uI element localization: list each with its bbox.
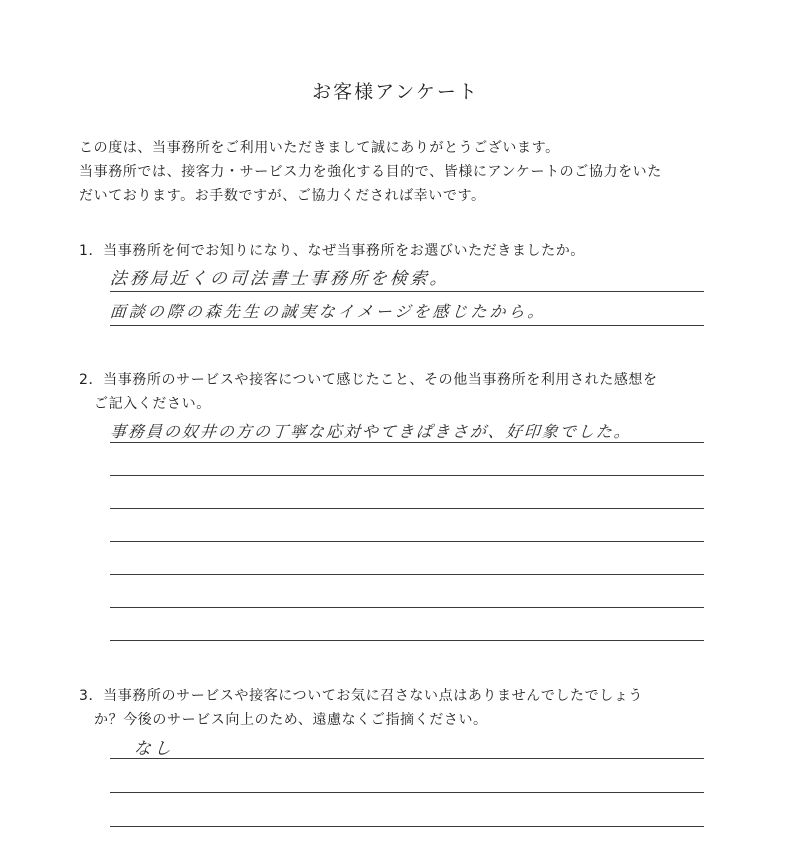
question-1-answer-line-1: 法務局近くの司法書士事務所を検索。 (109, 269, 451, 289)
question-1-text: 1．当事務所を何でお知りになり、なぜ当事務所をお選びいただきましたか。 (79, 243, 585, 259)
question-3-answer-line-1: なし (133, 739, 175, 759)
answer-rule (110, 442, 704, 443)
intro-line: だいております。お手数ですが、ご協力くだされば幸いです。 (79, 188, 486, 204)
answer-rule (110, 291, 704, 292)
question-3-text: 3．当事務所のサービスや接客についてお気に召さない点はありませんでしたでしょう (79, 688, 644, 704)
intro-line: この度は、当事務所をご利用いただきまして誠にありがとうございます。 (79, 140, 560, 156)
answer-rule (110, 541, 704, 542)
answer-rule (110, 475, 704, 476)
answer-rule (110, 758, 704, 759)
answer-rule (110, 607, 704, 608)
intro-line: 当事務所では、接客力・サービス力を強化する目的で、皆様にアンケートのご協力をいた (79, 164, 662, 180)
question-3-text-cont: か？今後のサービス向上のため、遠慮なくご指摘ください。 (94, 712, 488, 728)
intro-paragraph (79, 136, 739, 208)
answer-rule (110, 640, 704, 641)
page-title: お客様アンケート (312, 81, 479, 103)
question-1-answer-line-2: 面談の際の森先生の誠実なイメージを感じたから。 (109, 302, 548, 321)
question-2-text-cont: ご記入ください。 (94, 396, 211, 412)
question-2-answer-line-1: 事務員の奴井の方の丁寧な応対やてきぱきさが、好印象でした。 (109, 422, 633, 441)
question-2-text: 2．当事務所のサービスや接客について感じたこと、その他当事務所を利用された感想を (79, 372, 658, 388)
answer-rule (110, 826, 704, 827)
answer-rule (110, 325, 704, 326)
answer-rule (110, 508, 704, 509)
answer-rule (110, 792, 704, 793)
answer-rule (110, 574, 704, 575)
